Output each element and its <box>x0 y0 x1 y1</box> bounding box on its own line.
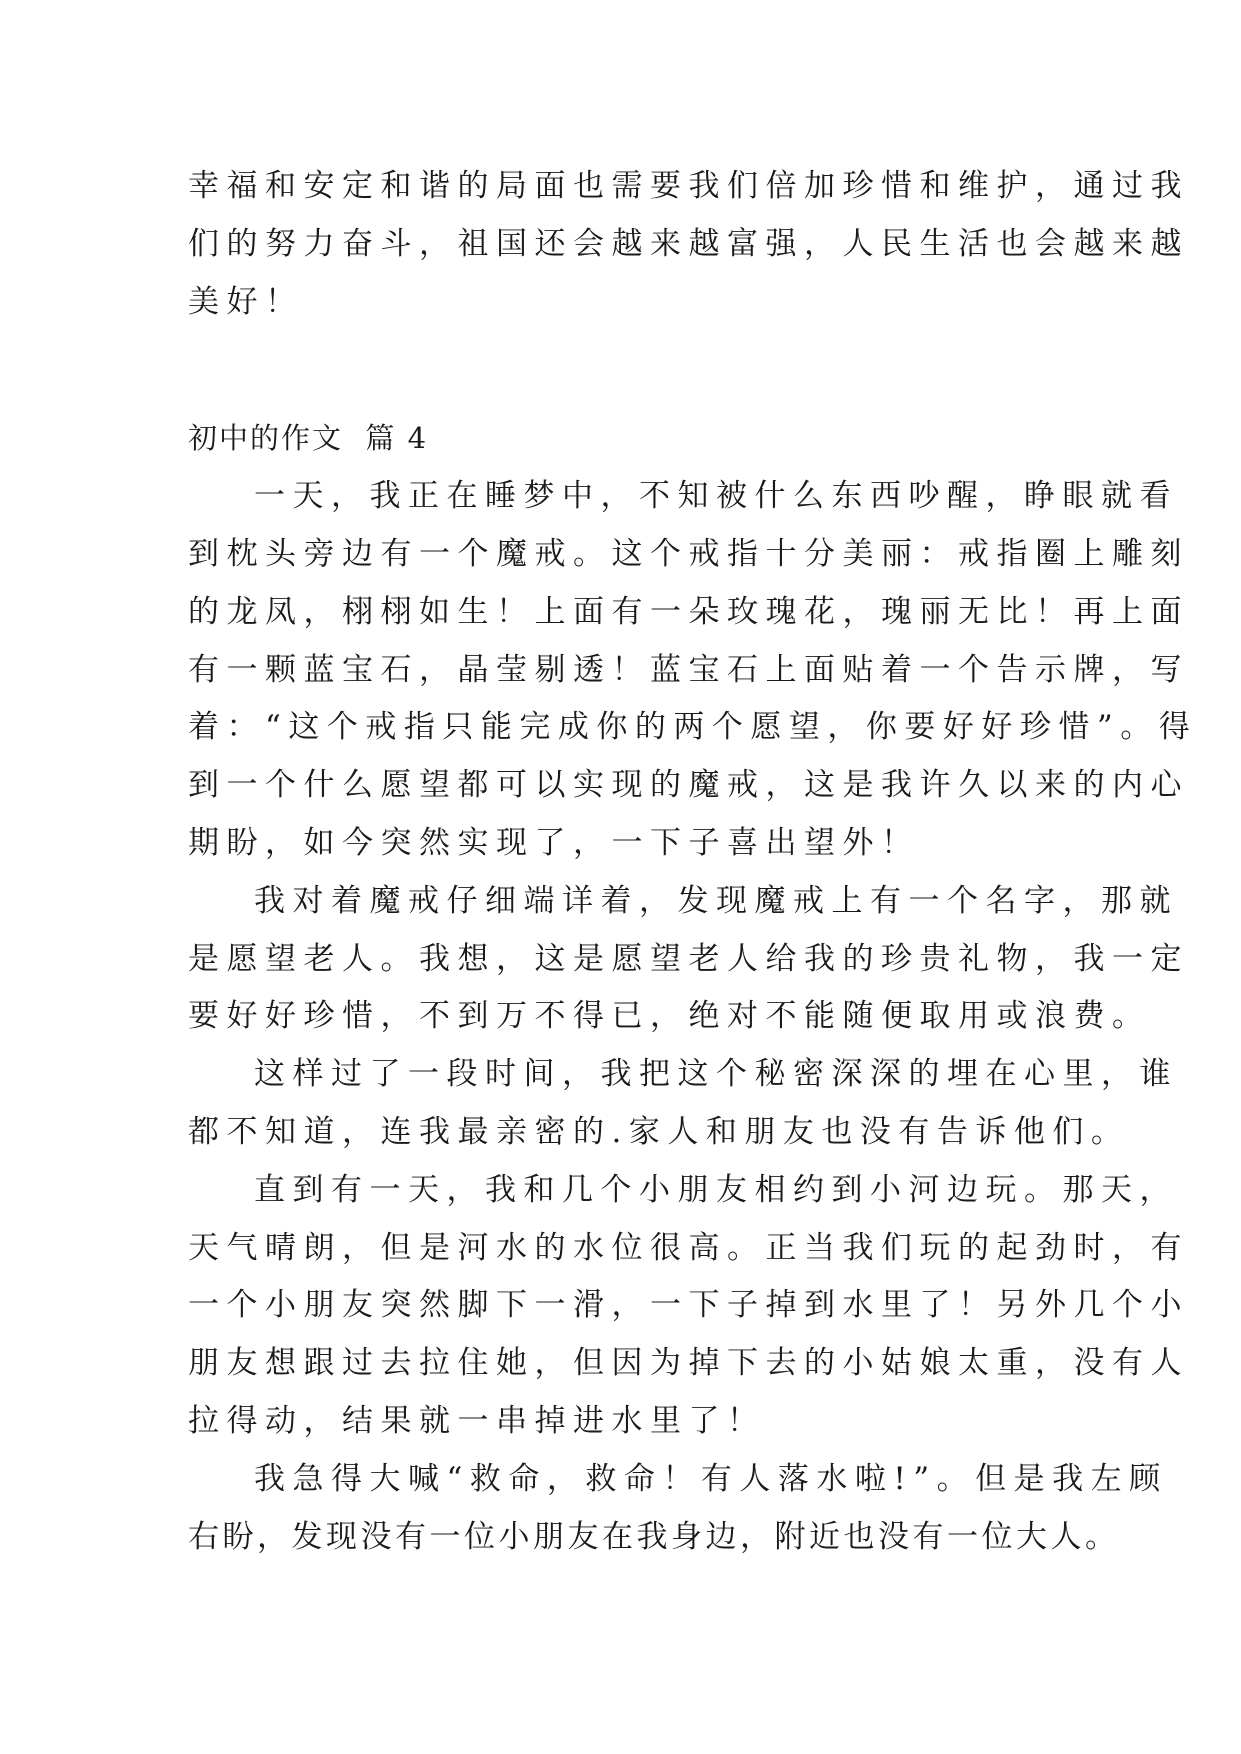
text-line: 直到有一天，我和几个小朋友相约到小河边玩。那天， <box>254 1171 1178 1208</box>
text-line: 这样过了一段时间，我把这个秘密深深的埋在心里，谁 <box>254 1056 1178 1093</box>
text-line: 一天，我正在睡梦中，不知被什么东西吵醒，睁眼就看 <box>254 478 1178 515</box>
text-line: 有一颗蓝宝石，晶莹剔透！蓝宝石上面贴着一个告示牌，写 <box>188 651 1189 688</box>
text-line: 幸福和安定和谐的局面也需要我们倍加珍惜和维护，通过我 <box>188 168 1189 204</box>
text-line: 期盼，如今突然实现了，一下子喜出望外！ <box>188 824 920 861</box>
text-line: 天气晴朗，但是河水的水位很高。正当我们玩的起劲时，有 <box>188 1229 1189 1266</box>
text-line: 是愿望老人。我想，这是愿望老人给我的珍贵礼物，我一定 <box>188 940 1189 977</box>
body-paragraph-5 <box>188 1451 1168 1567</box>
text-line: 美好！ <box>188 283 304 320</box>
section-title: 初中的作文 篇 4 <box>188 421 429 456</box>
text-line: 我急得大喊“救命，救命！有人落水啦!”。但是我左顾 <box>254 1460 1168 1497</box>
text-line: 右盼，发现没有一位小朋友在我身边，附近也没有一位大人。 <box>188 1518 1120 1555</box>
text-line: 到一个什么愿望都可以实现的魔戒，这是我许久以来的内心 <box>188 767 1189 804</box>
text-line: 我对着魔戒仔细端详着，发现魔戒上有一个名字，那就 <box>254 882 1178 919</box>
text-line: 着：“这个戒指只能完成你的两个愿望，你要好好珍惜”。得 <box>188 709 1198 746</box>
text-line: 的龙凤，栩栩如生！上面有一朵玫瑰花，瑰丽无比！再上面 <box>188 593 1189 630</box>
body-paragraph-2 <box>188 873 1189 1046</box>
text-line: 朋友想跟过去拉住她，但因为掉下去的小姑娘太重，没有人 <box>188 1345 1189 1382</box>
text-line: 一个小朋友突然脚下一滑，一下子掉到水里了！另外几个小 <box>188 1287 1189 1324</box>
document-page <box>188 158 1198 1566</box>
text-line: 到枕头旁边有一个魔戒。这个戒指十分美丽：戒指圈上雕刻 <box>188 535 1189 572</box>
text-line: 拉得动，结果就一串掉进水里了！ <box>188 1402 766 1439</box>
body-paragraph-4 <box>188 1162 1189 1451</box>
text-line: 要好好珍惜，不到万不得已，绝对不能随便取用或浪费。 <box>188 998 1151 1035</box>
section-gap <box>188 331 1068 410</box>
body-paragraph-1 <box>188 468 1198 873</box>
intro-paragraph <box>188 158 1189 331</box>
text-line: 都不知道，连我最亲密的.家人和朋友也没有告诉他们。 <box>188 1113 1130 1150</box>
text-line: 们的努力奋斗，祖国还会越来越富强，人民生活也会越来越 <box>188 225 1189 262</box>
body-paragraph-3 <box>188 1046 1178 1162</box>
